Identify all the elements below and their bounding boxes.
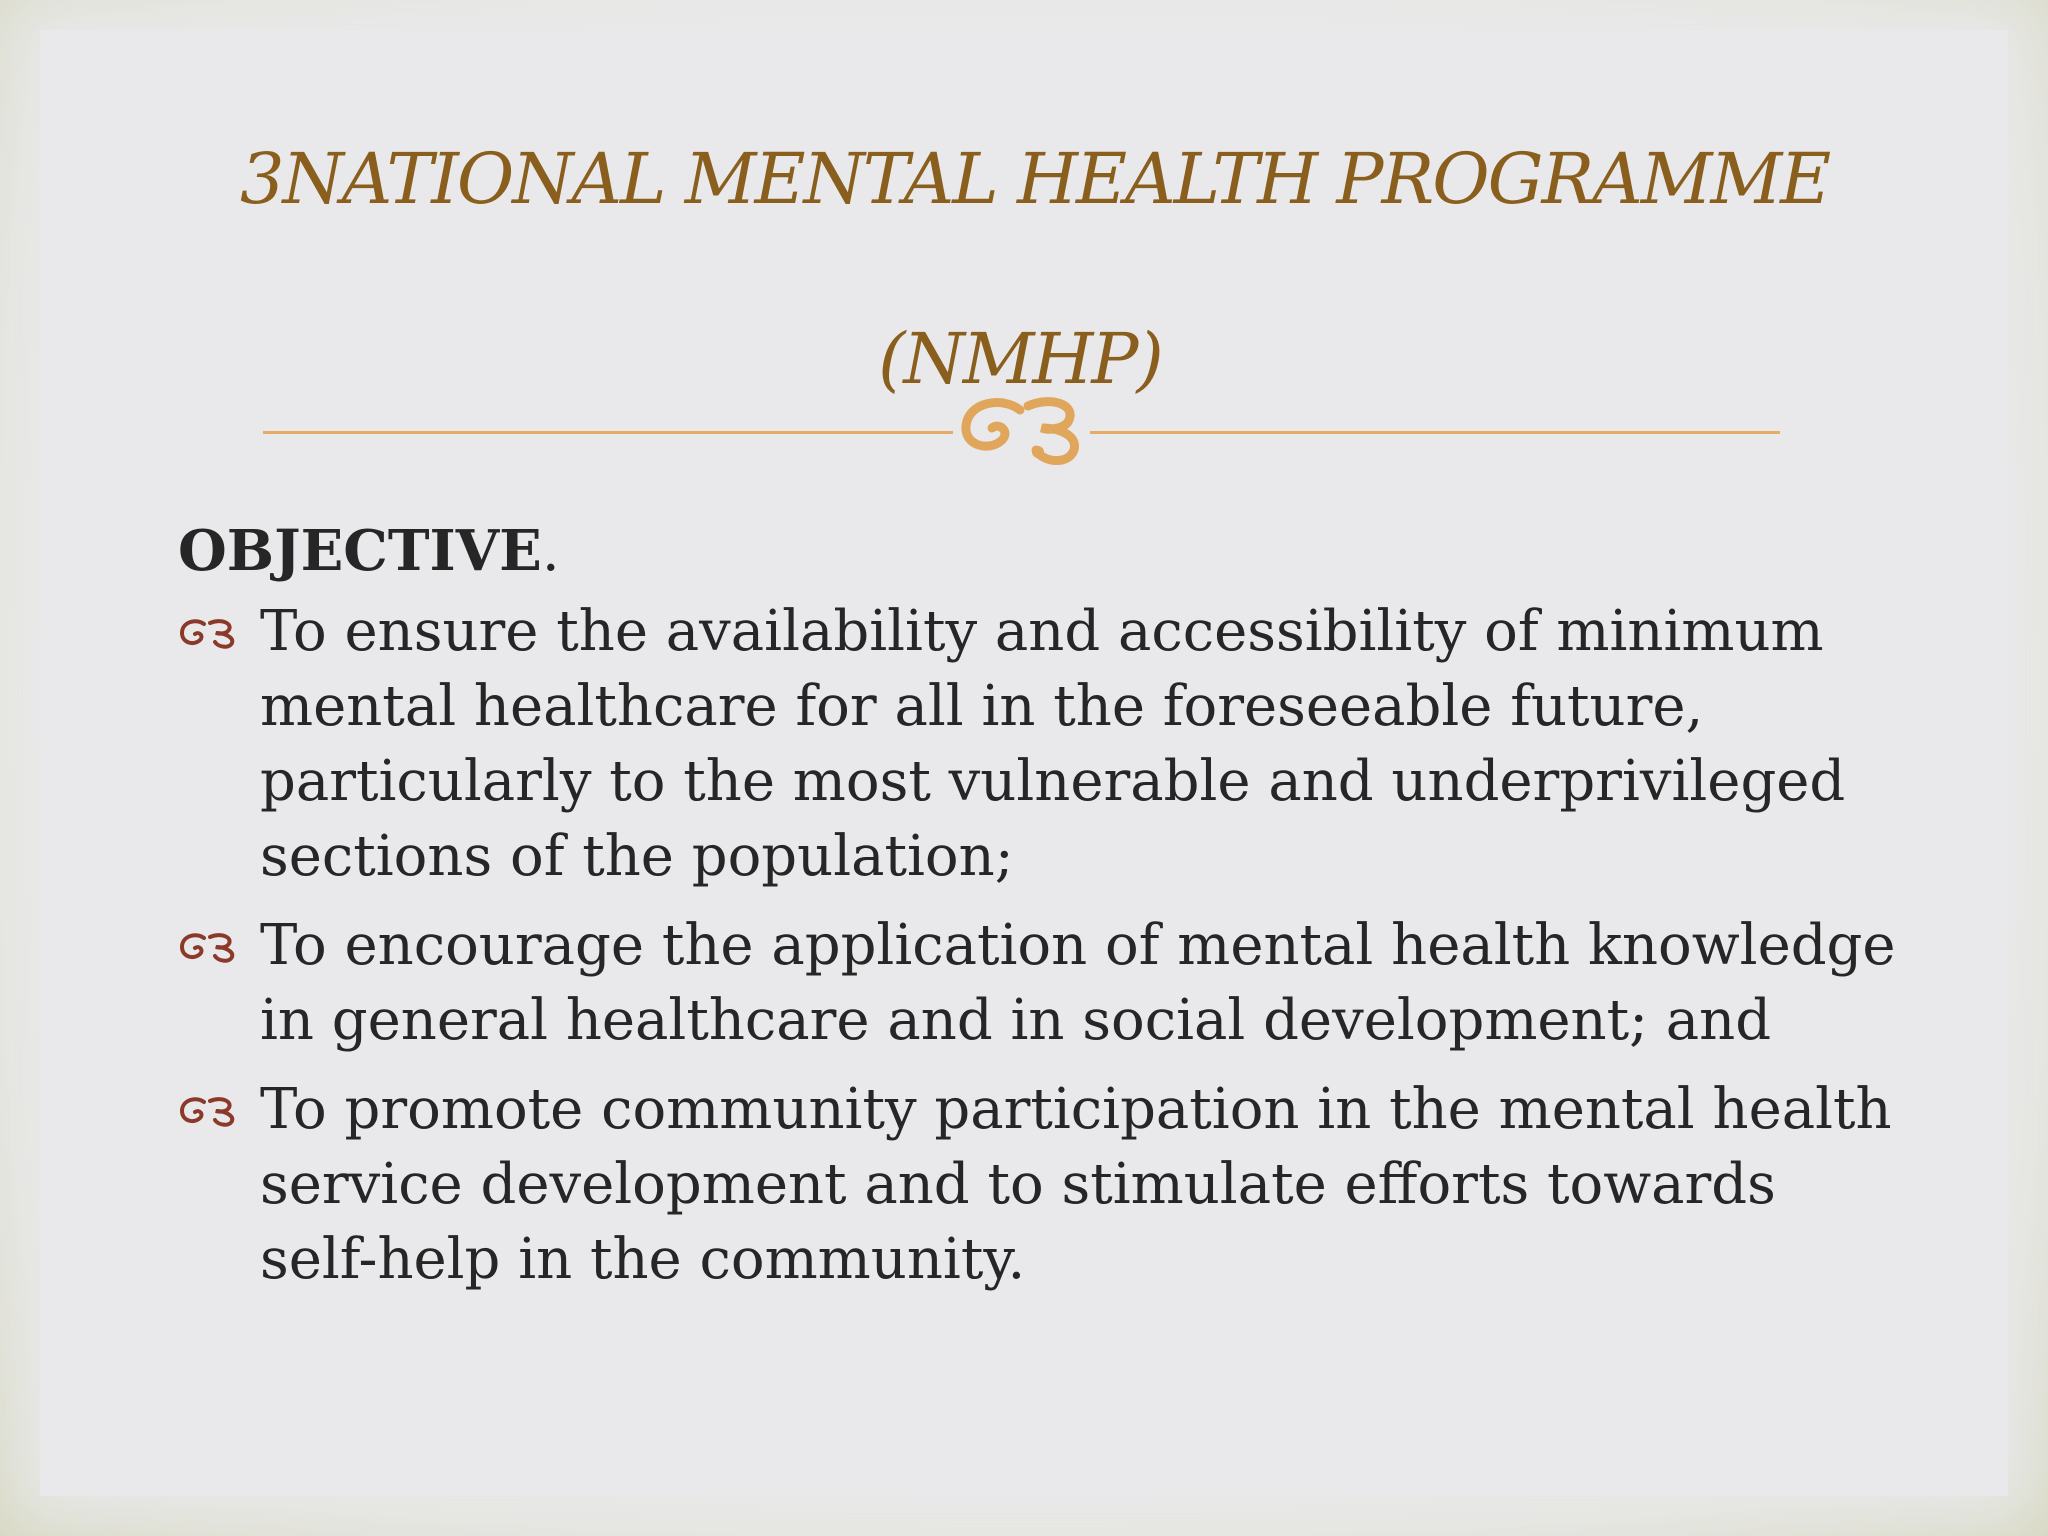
objective-bullet-3 [178, 1072, 1898, 1297]
title-divider-right [1090, 431, 1780, 434]
objective-label: OBJECTIVE [178, 518, 542, 584]
scroll-flourish-icon [950, 388, 1100, 468]
objective-period: . [541, 519, 560, 584]
flourish-bullet-icon [178, 1094, 240, 1128]
title-divider-left [263, 431, 953, 434]
objective-bullet-1 [178, 594, 1898, 894]
slide-title: 3NATIONAL MENTAL HEALTH PROGRAMME [240, 138, 1830, 220]
objective-heading [178, 515, 1898, 588]
slide-body [178, 515, 1898, 1311]
slide-title-abbreviation: (NMHP) [878, 318, 1162, 400]
bullet-text: To encourage the application of mental health knowledge in general healthcare and in social development; and [260, 913, 1896, 1053]
bullet-text: To promote community participation in the mental health service development and to stimulate efforts towards self-help in the community. [260, 1077, 1892, 1292]
flourish-bullet-icon [178, 616, 240, 650]
objective-bullet-2 [178, 908, 1898, 1058]
bullet-text: To ensure the availability and accessibility of minimum mental healthcare for all in the foreseeable future, particularly to the most vulnerable and underprivileged sections of the population; [260, 599, 1846, 889]
flourish-bullet-icon [178, 930, 240, 964]
